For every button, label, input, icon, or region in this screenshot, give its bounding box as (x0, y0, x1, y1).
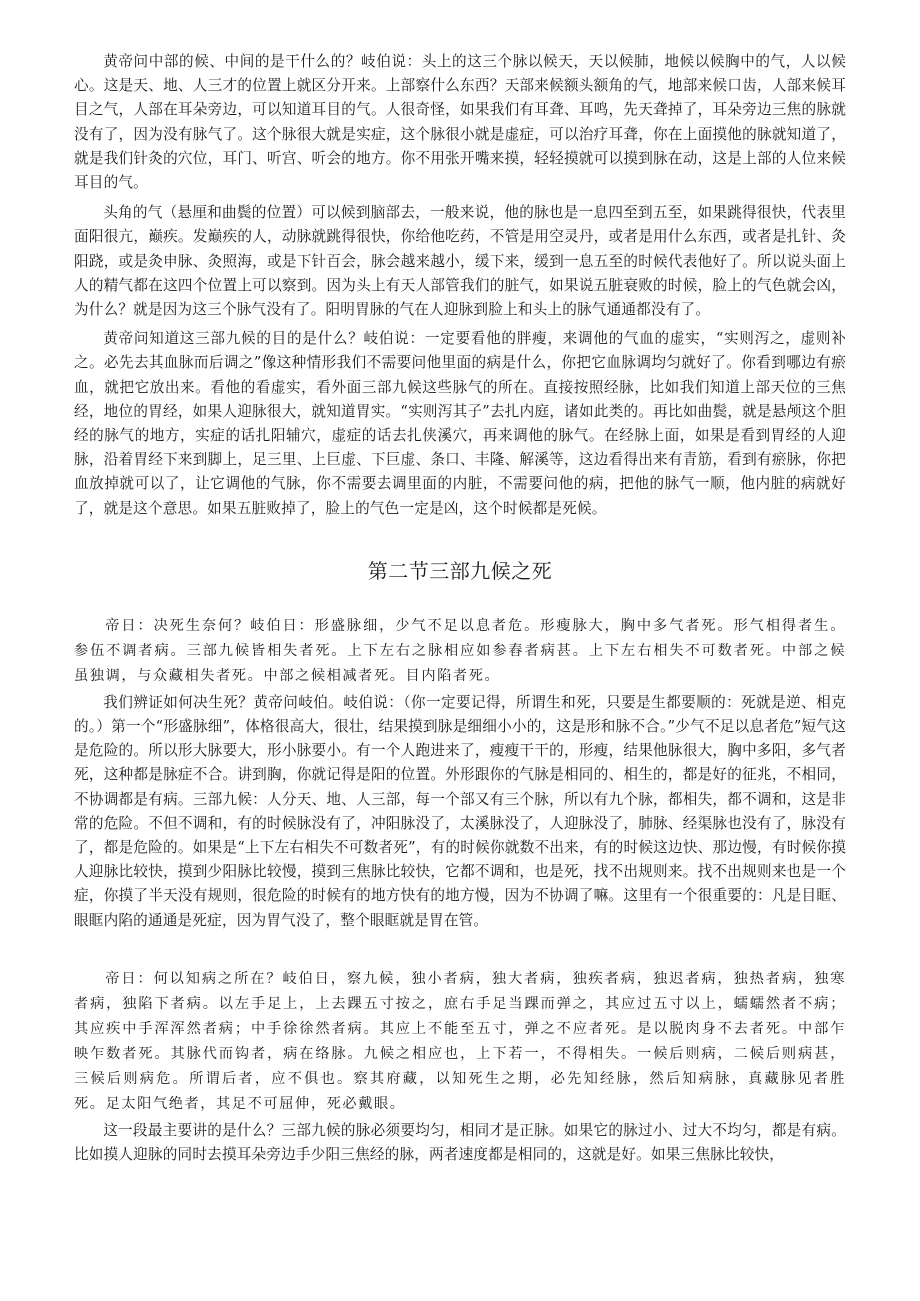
paragraph-life-death-explanation: 我们辨证如何决生死？黄帝问岐伯。岐伯说：（你一定要记得，所谓生和死，只要是生都要顺的：死就是逆、相克的。）第一个“形盛脉细”，体格很高大，很壮，结果摸到脉是细细小小的，这是形和脉不合。”少气不足以息者危”短气这是危险的。所以形大脉要大，形小脉要小。有一个人跑进来了，瘦瘦干干的，形瘦，结果他脉很大，胸中多阳，多气者死，这种都是脉症不合。讲到胸，你就记得是阳的位置。外形跟你的气脉是相同的、相生的，都是好的征兆，不相同，不协调都是有病。三部九候：人分天、地、人三部，每一个部又有三个脉，所以有九个脉，都相失，都不调和，这是非常的危险。不但不调和，有的时候脉没有了，冲阳脉没了，太溪脉没了，人迎脉没了，肺脉、经渠脉也没有了，脉没有了，都是危险的。如果是“上下左右相失不可数者死”，有的时候你就数不出来，有的时候这边快、那边慢，有时候你摸人迎脉比较快，摸到少阳脉比较慢，摸到三焦脉比较快，它都不调和，也是死，找不出规则来。找不出规则来也是一个症，你摸了半天没有规则，很危险的时候有的地方快有的地方慢，因为不协调了嘛。这里有一个很重要的：凡是目眶、眼眶内陷的通通是死症，因为胃气没了，整个眼眶就是胃在管。 (74, 693, 846, 929)
paragraph-pulse-uniformity: 这一段最主要讲的是什么？三部九候的脉必须要均匀，相同才是正脉。如果它的脉过小、过大不均匀，都是有病。比如摸人迎脉的同时去摸耳朵旁边手少阳三焦经的脉，两者速度都是相同的，这就是好。如果三焦脉比较快， (74, 1121, 846, 1164)
section-title: 第二节三部九候之死 (367, 558, 553, 583)
paragraph-purpose: 黄帝问知道这三部九候的目的是什么？岐伯说：一定要看他的胖瘦，来调他的气血的虚实，“实则泻之，虚则补之。必先去其血脉而后调之”像这种情形我们不需要问他里面的病是什么，你把它血脉调均匀就好了。你看到哪边有瘀血，就把它放出来。看他的看虚实，看外面三部九候这些脉气的所在。直接按照经脉，比如我们知道上部天位的三焦经，地位的胃经，如果人迎脉很大，就知道胃实。“实则泻其子”去扎内庭，诸如此类的。再比如曲鬓，就是悬颅这个胆经的脉气的地方，实症的话扎阳辅穴，虚症的话去扎侠溪穴，再来调他的脉气。在经脉上面，如果是看到胃经的人迎脉，沿着胃经下来到脚上，足三里、上巨虚、下巨虚、条口、丰隆、解溪等，这边看得出来有青筋，看到有瘀脉，你把血放掉就可以了，让它调他的气脉，你不需要去调里面的内脏，不需要问他的病，把他的脉气一顺，他内脏的病就好了，就是这个意思。如果五脏败掉了，脸上的气色一定是凶，这个时候都是死候。 (74, 330, 846, 517)
classical-quote-life-death: 帝日：决死生奈何？岐伯日：形盛脉细，少气不足以息者危。形瘦脉大，胸中多气者死。形气相得者生。参伍不调者病。三部九候皆相失者死。上下左右之脉相应如参舂者病甚。上下左右相失不可数者死。中部之候虽独调，与众藏相失者死。中部之候相减者死。目内陷者死。 (74, 617, 846, 684)
paragraph-middle-position: 黄帝问中部的候、中间的是干什么的？岐伯说：头上的这三个脉以候天，天以候肺，地候以候胸中的气，人以候心。这是天、地、人三才的位置上就区分开来。上部察什么东西？天部来候额头额角的气，地部来候口齿，人部来候耳目之气，人部在耳朵旁边，可以知道耳目的气。人很奇怪，如果我们有耳聋、耳鸣，先天聋掉了，耳朵旁边三焦的脉就没有了，因为没有脉气了。这个脉很大就是实症，这个脉很小就是虚症，可以治疗耳聋，你在上面摸他的脉就知道了，就是我们针灸的穴位，耳门、听宫、听会的地方。你不用张开嘴来摸，轻轻摸就可以摸到脉在动，这是上部的人位来候耳目的气。 (74, 53, 846, 192)
paragraph-head-corner: 头角的气（悬厘和曲鬓的位置）可以候到脑部去，一般来说，他的脉也是一息四至到五至，如果跳得很快，代表里面阳很亢，巅疾。发巅疾的人，动脉就跳得很快，你给他吃药，不管是用空灵丹，或者是用什么东西，或者是扎针、灸阳跷，或是灸申脉、灸照海，或是下针百会，脉会越来越小，缓下来，缓到一息五至的时候代表他好了。所以说头面上人的精气都在这四个位置上可以察到。因为头上有天人部管我们的脏气，如果说五脏衰败的时候，脸上的气色就会凶，为什么？就是因为这三个脉气没有了。阳明胃脉的气在人迎脉到脸上和头上的脉气通通都没有了。 (74, 204, 846, 319)
classical-quote-disease-location: 帝日：何以知病之所在？岐伯日，察九候，独小者病，独大者病，独疾者病，独迟者病，独热者病，独寒者病，独陷下者病。以左手足上，上去踝五寸按之，庶右手足当踝而弹之，其应过五寸以上，蠕蠕然者不病；其应疾中手浑浑然者病；中手徐徐然者病。其应上不能至五寸，弹之不应者死。是以脱肉身不去者死。中部乍映乍数者死。其脉代而钩者，病在络脉。九候之相应也，上下若一，不得相失。一候后则病，二候后则病甚，三候后则病危。所谓后者，应不俱也。察其府藏，以知死生之期，必先知经脉，然后知病脉，真藏脉见者胜死。足太阳气绝者，其足不可屈伸，死必戴眼。 (74, 970, 846, 1112)
